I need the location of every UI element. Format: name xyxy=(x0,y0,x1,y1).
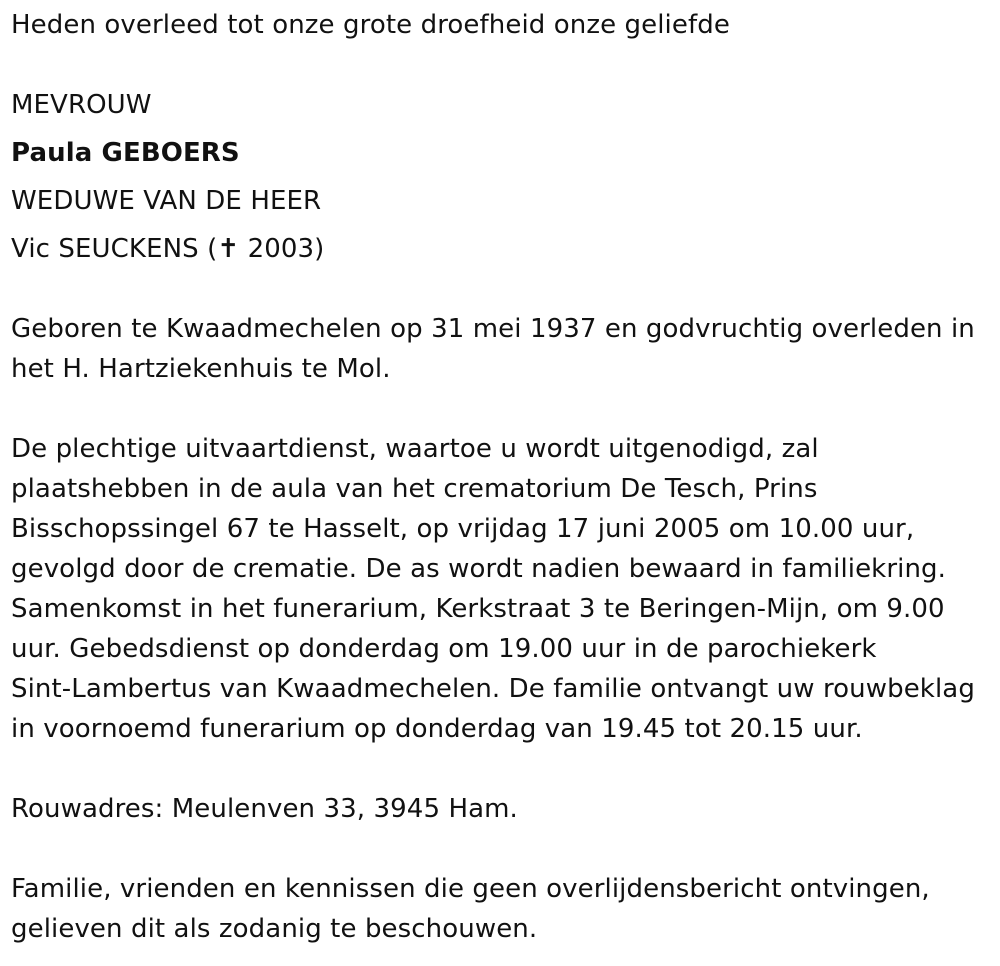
paragraph-line: Geboren te Kwaadmechelen op 31 mei 1937 en godvruchtig overleden in xyxy=(11,314,975,344)
paragraph-line: Sint-Lambertus van Kwaadmechelen. De familie ontvangt uw rouwbeklag xyxy=(11,674,975,704)
paragraph-line: uur. Gebedsdienst op donderdag om 19.00 uur in de parochiekerk xyxy=(11,634,877,664)
paragraph-line: Bisschopssingel 67 te Hasselt, op vrijdag 17 juni 2005 om 10.00 uur, xyxy=(11,514,915,544)
paragraph-line: De plechtige uitvaartdienst, waartoe u wordt uitgenodigd, zal xyxy=(11,434,819,464)
widow-of-label: WEDUWE VAN DE HEER xyxy=(11,186,322,216)
intro-text: Heden overleed tot onze grote droefheid onze geliefde xyxy=(11,10,730,40)
husband-name: Vic SEUCKENS (✝ 2003) xyxy=(11,234,325,264)
paragraph-line: in voornoemd funerarium op donderdag van 19.45 tot 20.15 uur. xyxy=(11,714,863,744)
paragraph-line: Samenkomst in het funerarium, Kerkstraat 3 te Beringen-Mijn, om 9.00 xyxy=(11,594,945,624)
paragraph-line: gelieven dit als zodanig te beschouwen. xyxy=(11,914,538,944)
paragraph-line: plaatshebben in de aula van het crematorium De Tesch, Prins xyxy=(11,474,818,504)
paragraph-line: het H. Hartziekenhuis te Mol. xyxy=(11,354,391,384)
service-paragraph xyxy=(11,429,975,749)
mourning-address: Rouwadres: Meulenven 33, 3945 Ham. xyxy=(11,794,518,824)
birth-paragraph xyxy=(11,309,975,389)
closing-paragraph xyxy=(11,869,930,949)
paragraph-line: Familie, vrienden en kennissen die geen overlijdensbericht ontvingen, xyxy=(11,874,930,904)
deceased-name: Paula GEBOERS xyxy=(11,138,240,168)
paragraph-line: gevolgd door de crematie. De as wordt nadien bewaard in familiekring. xyxy=(11,554,947,584)
honorific: MEVROUW xyxy=(11,90,152,120)
